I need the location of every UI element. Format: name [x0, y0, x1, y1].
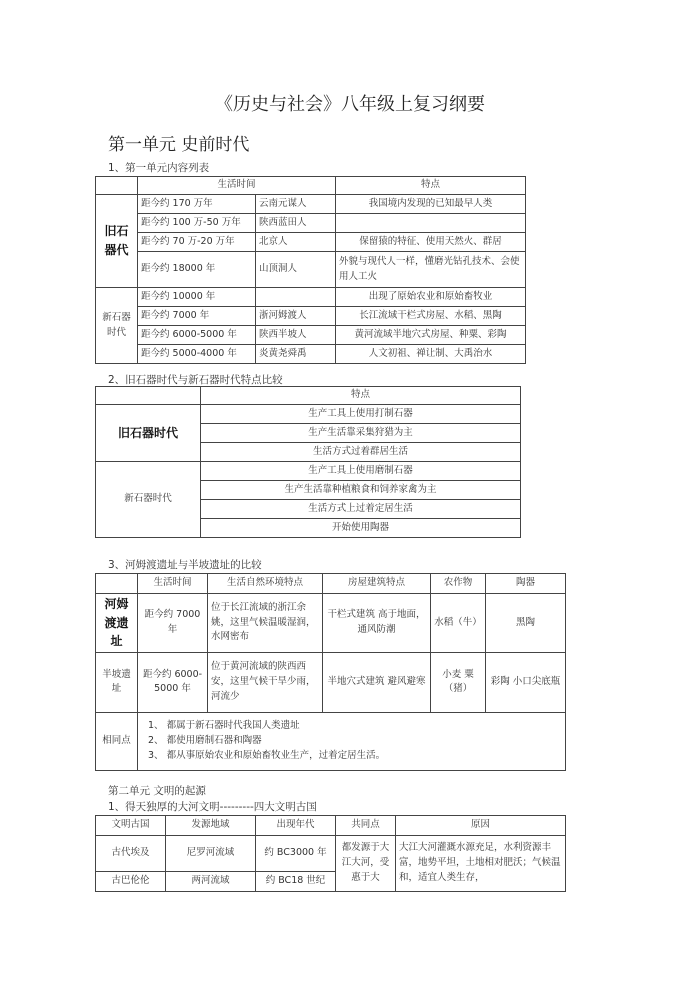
header-era: 出现年代: [256, 816, 336, 836]
section1-label: 1、第一单元内容列表: [108, 162, 210, 174]
origin-region: 尼罗河流域: [166, 836, 256, 872]
common-label: 相同点: [96, 712, 138, 770]
paleolithic-label: 旧石器代: [96, 195, 138, 288]
hemudu-label: 河姆渡遗址: [96, 594, 138, 653]
neolithic-feature: 生活方式上过着定居生活: [201, 500, 521, 519]
hemudu-crop: 水稻（牛）: [431, 594, 486, 653]
site-feature: 长江流域干栏式房屋、水稻、黑陶: [336, 307, 526, 326]
hemudu-house: 干栏式建筑 高于地面，通风防潮: [323, 594, 431, 653]
site-name: 云南元谋人: [256, 195, 336, 214]
unit1-heading: 第一单元 史前时代: [108, 135, 250, 155]
appearance-era: 约 BC3000 年: [256, 836, 336, 872]
site-comparison-table: [95, 573, 566, 771]
site-feature: 保留猿的特征、使用天然火、群居: [336, 233, 526, 252]
header-feature: 特点: [336, 177, 526, 195]
header-environment: 生活自然环境特点: [208, 574, 323, 594]
site-feature: 出现了原始农业和原始畜牧业: [336, 288, 526, 307]
hemudu-pottery: 黑陶: [486, 594, 566, 653]
common-points: [138, 712, 566, 770]
paleolithic-feature: 生活方式过着群居生活: [201, 443, 521, 462]
common-point: 2、 都使用磨制石器和陶器: [148, 734, 262, 746]
period-time: 距今约 70 万-20 万年: [138, 233, 256, 252]
period-time: 距今约 170 万年: [138, 195, 256, 214]
neolithic-feature: 生产生活靠种植粮食和饲养家禽为主: [201, 481, 521, 500]
neolithic-feature: 生产工具上使用磨制石器: [201, 462, 521, 481]
unit2-section1-label: 1、得天独厚的大河文明---------四大文明古国: [108, 801, 317, 813]
header-region: 发源地域: [166, 816, 256, 836]
header-time: 生活时间: [138, 177, 336, 195]
banpo-house: 半地穴式建筑 避风避寒: [323, 652, 431, 712]
header-reason: 原因: [396, 816, 566, 836]
document-title: 《历史与社会》八年级上复习纲要: [215, 94, 485, 115]
period-time: 距今约 10000 年: [138, 288, 256, 307]
country-name: 古巴伦伦: [96, 872, 166, 892]
header-pottery: 陶器: [486, 574, 566, 594]
neolithic-label: 新石器时代: [96, 462, 201, 538]
paleolithic-label: 旧石器时代: [96, 405, 201, 462]
site-name: [256, 288, 336, 307]
neolithic-label: 新石器时代: [96, 288, 138, 364]
origin-region: 两河流域: [166, 872, 256, 892]
common-point: 1、 都属于新石器时代我国人类遗址: [148, 720, 300, 732]
civilization-table: [95, 815, 566, 892]
banpo-crop: 小麦 粟 （猪）: [431, 652, 486, 712]
period-time: 距今约 7000 年: [138, 307, 256, 326]
banpo-environment: 位于黄河流域的陕西西安，这里气候干旱少雨，河流少: [208, 652, 323, 712]
common-point: 都发源于大江大河，受惠于大: [336, 836, 396, 892]
section3-label: 3、河姆渡遗址与半坡遗址的比较: [108, 559, 262, 571]
site-name: 山顶洞人: [256, 252, 336, 288]
site-feature: 我国境内发现的已知最早人类: [336, 195, 526, 214]
reason-text: 大江大河灌溉水源充足，水利资源丰富，地势平坦，土地相对肥沃；气候温和，适宜人类生存，: [396, 836, 566, 892]
banpo-label: 半坡遗址: [96, 652, 138, 712]
header-feature: 特点: [201, 387, 521, 405]
site-feature: 外貌与现代人一样，懂磨光钻孔技术、会使用人工火: [336, 252, 526, 288]
header-house: 房屋建筑特点: [323, 574, 431, 594]
empty-cell: [96, 387, 201, 405]
header-common: 共同点: [336, 816, 396, 836]
header-country: 文明古国: [96, 816, 166, 836]
unit2-heading: 第二单元 文明的起源: [108, 785, 206, 797]
period-time: 距今约 6000-5000 年: [138, 326, 256, 345]
site-name: 陕西蓝田人: [256, 214, 336, 233]
site-feature: [336, 214, 526, 233]
neolithic-feature: 开始使用陶器: [201, 519, 521, 538]
hemudu-time: 距今约 7000 年: [138, 594, 208, 653]
hemudu-environment: 位于长江流域的浙江余姚，这里气候温暖湿润，水网密布: [208, 594, 323, 653]
header-crop: 农作物: [431, 574, 486, 594]
appearance-era: 约 BC18 世纪: [256, 872, 336, 892]
header-time: 生活时间: [138, 574, 208, 594]
site-name: 陕西半坡人: [256, 326, 336, 345]
empty-cell: [96, 177, 138, 195]
site-feature: 人文初祖、禅让制、大禹治水: [336, 345, 526, 364]
unit1-content-table: [95, 176, 526, 364]
banpo-pottery: 彩陶 小口尖底瓶: [486, 652, 566, 712]
site-name: 北京人: [256, 233, 336, 252]
period-time: 距今约 100 万-50 万年: [138, 214, 256, 233]
country-name: 古代埃及: [96, 836, 166, 872]
period-time: 距今约 5000-4000 年: [138, 345, 256, 364]
paleolithic-feature: 生产生活靠采集狩猎为主: [201, 424, 521, 443]
period-time: 距今约 18000 年: [138, 252, 256, 288]
empty-cell: [96, 574, 138, 594]
section2-label: 2、旧石器时代与新石器时代特点比较: [108, 374, 283, 386]
paleolithic-feature: 生产工具上使用打制石器: [201, 405, 521, 424]
stone-age-comparison-table: [95, 386, 521, 538]
banpo-time: 距今约 6000-5000 年: [138, 652, 208, 712]
site-feature: 黄河流域半地穴式房屋、种粟、彩陶: [336, 326, 526, 345]
site-name: 浙河姆渡人: [256, 307, 336, 326]
site-name: 炎黄尧舜禹: [256, 345, 336, 364]
common-point: 3、 都从事原始农业和原始畜牧业生产，过着定居生活。: [148, 749, 386, 761]
